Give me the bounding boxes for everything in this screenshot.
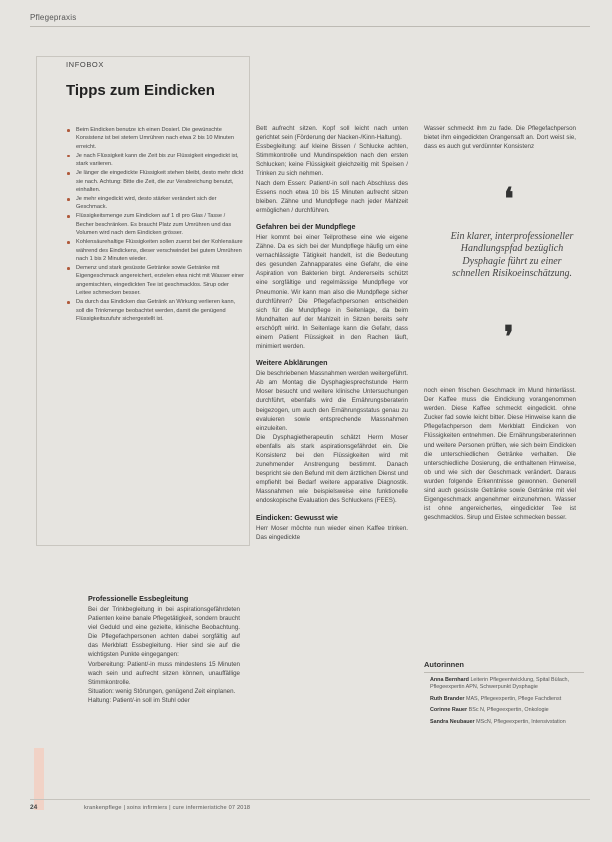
- infobox-bullet: Je nach Flüssigkeit kann die Zeit bis zur Flüssigkeit eingedickt ist, stark variieren.: [66, 152, 244, 169]
- paragraph: Bett aufrecht sitzen. Kopf soll leicht nach unten gerichtet sein (Förderung der Nacken-/Kinn-Haltung).: [256, 125, 408, 142]
- paragraph: Haltung: Patient/-in soll im Stuhl oder: [88, 696, 190, 704]
- paragraph: Nach dem Essen: Patient/-in soll nach Abschluss des Essens noch etwa 10 bis 15 Minuten aufrecht sitzen bleiben. Zähne und Mundpflege nach jeder Mahlzeit ermöglichen / durchführen.: [256, 179, 408, 214]
- author-desc: Leiterin Pflegeentwicklung, Spital Bülach, Pflegeexpertin APN, Schwerpunkt Dysphagie: [430, 677, 570, 691]
- author-name: Corinne Rauer: [430, 707, 468, 714]
- infobox-bullet: Kohlensäurehaltige Flüssigkeiten sollen zuerst bei der Kohlensäure während des Eindickens, dieser verschwindet bei gutem Umrühren nach 1 bis 2 Minuten wieder.: [66, 238, 244, 263]
- paragraph: Die Dysphagietherapeutin schätzt Herrn Moser ebenfalls als stark aspirationsgefährdet ein. Die Konsistenz bei den Flüssigkeiten wird mit zunehmender Anstrengung bestimmt. Danach bespricht sie den Befund mit dem ärztlichen Dienst und empfiehlt bei Bedarf weitere apparative Diagnostik. Massnahmen wie beispielsweise eine funktionelle endoskopische Evaluation des Schluckens (FEES).: [256, 433, 408, 505]
- subheading: Gefahren bei der Mundpflege: [256, 221, 356, 231]
- column-1-bottom: [88, 594, 240, 705]
- infobox-bullet: Demenz und stark gesüsste Getränke sowie Getränke mit Eigengeschmack angereichert, erzielen etwa nicht mit Wasser einer angemischten, eingedickten Tee ist geschmacklos. Sirup oder Leitee schmecken besser.: [66, 264, 244, 298]
- paragraph: Essbegleitung: auf kleine Bissen / Schlucke achten, Stimmkontrolle und Mundinspektion nach den ersten Schlucken; keine Flüssigkeit gleichzeitig mit Speisen / Trinken zu sich nehmen.: [256, 143, 408, 178]
- author-name: Anna Bernhard: [430, 677, 469, 683]
- paragraph: Situation: wenig Störungen, genügend Zeit einplanen.: [88, 687, 236, 695]
- paragraph: Wasser schmeckt ihm zu fade. Die Pflegefachperson bietet ihm eingedickten Orangensaft an. Dort weist sie, dass es auch gut verdünnter Konsistenz: [424, 125, 576, 151]
- margin-color-tab: [34, 748, 44, 810]
- column-3-bottom: [424, 386, 576, 522]
- infobox-bullet: Da durch das Eindicken das Getränk an Wirkung verlieren kann, soll die Trinkmenge beobachtet werden, damit die genügend Flüssigkeitszufuhr sichergestellt ist.: [66, 298, 244, 323]
- author-desc: MAS, Pflegeexpertin, Pflege Fachdienst: [465, 695, 562, 702]
- column-3-top: [424, 124, 576, 151]
- paragraph: noch einen frischen Geschmack im Mund hinterlässt. Der Kaffee muss die Eindickung vorangenommen werden. Diese Kaffee schmeckt eingedickt. ohne Zucker fad sowie leicht bitter. Diese Hinweise kann die Pflegefachperson dem Merkblatt Eindicken von Flüssigkeiten entnehmen. Die Ernährungsberaterinnen und weitere Personen prüften, wie sich beim Eindicken die unterschiedlichen Getränke verhalten. Die unterschiedliche Dosierung, die enthaltenen Hinweise, ob und wie sich der Geschmack verändert. Daraus wurden folgende Erkenntnisse gewonnen. Generell sind auch gesüsste Getränke sowie Getränke mit viel Eigengeschmack angenehmer einzunehmen. Wasser ist ohne angereichertes, eingedickter Tee ist geschmacklos. Sirup und Eistee schmecken besser.: [424, 387, 576, 522]
- author-desc: MScN, Pflegeexpertin, Intensivstation: [476, 718, 566, 725]
- author-entry: [424, 696, 584, 703]
- footer-divider: [30, 799, 590, 800]
- authors-box: [424, 660, 584, 730]
- infobox-bullet: Je länger die eingedickte Flüssigkeit stehen bleibt, desto mehr dickt sie nach. Achtung: Bitte die Zeit, die zur Verabreichung benutzt, einhalten.: [66, 169, 244, 194]
- pull-quote: [450, 182, 574, 355]
- infobox-bullets: [66, 126, 244, 324]
- infobox-label: INFOBOX: [66, 60, 104, 69]
- paragraph: Hier kommt bei einer Teilprothese eine wie eigene Zähne. Da es sich bei der Mundpflege häufig um eine vernachlässigte Tätigkeit handelt, ist die Bedeutung des gesunden Zahnapparates eine Gefahr, die eine Aspiration von Bakterien birgt. Andererseits schützt eine sorgfältige und regelmässige Mundpflege vor Pneumonie. Wir kann man also die Mundpflege sicher durchführen? Die Pflegefachpersonen entscheiden sich für die Mundpflege in Seitenlage, da beim Mundhalten auf der Mahlzeit in Sitzen bereits sehr erschöpft wirkt. In Seitenlage kann die Gefahr, dass einem Patient Flüssigkeit in den Rachen läuft, minimiert werden.: [256, 233, 408, 351]
- authors-title: Autorinnen: [424, 660, 464, 669]
- quote-close-mark: ❜: [504, 320, 514, 355]
- infobox-bullet: Je mehr eingedickt wird, desto stärker verändert sich der Geschmack.: [66, 195, 244, 212]
- column-2: [256, 124, 408, 542]
- author-name: Sandra Neubauer: [430, 718, 475, 725]
- footer-text: krankenpflege | soins infirmiers | cure infermieristiche 07 2018: [84, 805, 251, 811]
- subheading: Professionelle Essbegleitung: [88, 594, 189, 603]
- authors-divider: [424, 672, 584, 673]
- section-label: Pflegepraxis: [30, 13, 77, 22]
- infobox-bullet: Flüssigkeitsmenge zum Eindicken auf 1 dl pro Glas / Tasse / Becher beschränken. Es braucht Platz zum Umrühren und das Volumen wird nach dem Eindicken grösser.: [66, 212, 244, 237]
- pull-quote-text: Ein klarer, interprofessioneller Handlungspfad bezüglich Dysphagie führt zu einer schnellen Risikoeinschätzung.: [450, 231, 574, 279]
- paragraph: Bei der Trinkbegleitung in bei aspirationsgefährdeten Patienten keine banale Pflegetätigkeit, sondern braucht viel Geduld und eine gezielte, klinische Beobachtung. Die Pflegefachpersonen achten dabei sorgfältig auf das Merkblatt Essbegleitung. Hier sind sie auf die wichtigsten Punkte eingegangen:: [88, 606, 240, 659]
- paragraph: Die beschriebenen Massnahmen werden weitergeführt. Ab am Montag die Dysphagiesprechstunde Herrn Moser besucht und weitere klinische Untersuchungen durchführt, ebenfalls wird die Ernährungsberaterin beigezogen, um auch den Ernährungsstatus genau zu evaluieren sowie entsprechende Massnahmen einzuleiten.: [256, 370, 408, 432]
- header-divider: [30, 26, 590, 27]
- author-desc: BSc N, Pflegeexpertin, Onkologie: [468, 707, 549, 714]
- author-name: Ruth Brander: [430, 695, 465, 702]
- paragraph: Vorbereitung: Patient/-in muss mindestens 15 Minuten wach sein und aufrecht sitzen können, unauffällige Stimmkontrolle.: [88, 660, 240, 686]
- page-number: 24: [30, 804, 38, 811]
- quote-open-mark: ❛: [504, 182, 514, 217]
- author-entry: [424, 719, 584, 726]
- infobox-title: Tipps zum Eindicken: [66, 82, 215, 99]
- subheading: Eindicken: Gewusst wie: [256, 512, 338, 522]
- subheading: Weitere Abklärungen: [256, 358, 328, 368]
- author-entry: [424, 707, 584, 714]
- paragraph: Herr Moser möchte nun wieder einen Kaffee trinken. Das eingedickte: [256, 524, 408, 541]
- author-entry: [424, 677, 584, 692]
- infobox-bullet: Beim Eindicken benutze ich einen Dosierl. Die gewünschte Konsistenz ist bei stetem Umrühren nach etwa 2 bis 10 Minuten erreicht.: [66, 126, 244, 151]
